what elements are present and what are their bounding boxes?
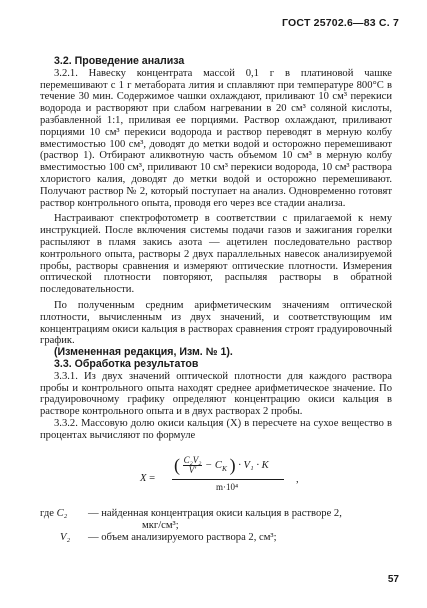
formula-fraction-bar [172,479,284,480]
definition-c2-unit: мкг/см³; [142,520,179,531]
definition-v2: V₂ — объем анализируемого раствора 2, см³; [60,532,277,543]
section-heading-3-2: 3.2. Проведение анализа [54,55,185,67]
paragraph-spectrophotometer: Настраивают спектрофотометр в соответствии с прилагаемой к нему инструкцией. После включения системы подачи газов и зажигания горелки распыляют в пламя закись азота — ацетилен последовательно раствор контрольного опыта, растворы 2 двух параллельных навесок анализируемой пробы, растворы сравнения и измеряют оптические плотности. Измерения оптической плотности повторяют, распыляя растворы в обратной последовательности. [40,213,392,296]
formula-lhs: X = [140,473,156,484]
paragraph-3-3-1: 3.3.1. Из двух значений оптической плотности для каждого раствора пробы и контрольного опыта находят среднее арифметическое значение. По градуировочному графику определяют концентрацию окиси кальция в растворе контрольного опыта и в двух растворах 2 пробы. [40,370,392,418]
definition-c2: где C₂ — найденная концентрация окиси кальция в растворе 2, [40,508,342,519]
amendment-note: (Измененная редакция, Изм. № 1). [54,346,233,359]
paragraph-3-2-1: 3.2.1. Навеску концентрата массой 0,1 г в платиновой чашке перемешивают с 1 г метабората лития и сплавляют при температуре 800°С в течение 30 мин. Содержимое чашки охлаждают, приливают 10 см³ перекиси водорода и растворяют при слабом нагревании в 20 см³ соляной кислоты, разбавленной 1:1, приливая ее порциями. Раствор охлаждают, приливают порциями 10 см³ перекиси водорода и раствор переводят в мерную колбу вместимостью 100 см³, доводят до метки водой и осторожно перемешивают (раствор 1). Отбирают аликвотную часть объемом 10 см³ в мерную колбу вместимостью 100 см³, приливают 10 см³ перекиси водорода, 10 см³ раствора хлористого калия, доводят до метки водой и осторожно перемешивают. Получают раствор № 2, который поступает на анализ. Одновременно готовят раствор контрольного опыта, проводя его через все стадии анализа. [40,67,392,209]
formula-numerator: ( $\frac{\text{C₂V₂}}{V'}$ − $C_K$ ) · V₁ · K [174,455,269,475]
paragraph-calibration-graph: По полученным средним арифметическим значениям оптической плотности, вычисленным из двух значений, и соответствующим им концентрациям окиси кальция в растворах сравнения строят градуировочный график. [40,299,392,347]
page-number: 57 [387,574,399,585]
formula-mass-fraction: X = ( $\frac{\text{C₂V₂}}{V'}$ − $C_K$ ) · V₁ · K m·10⁴ , [140,455,299,492]
formula-inner-fraction: $\frac{\text{C₂V₂}}{V'}$ [183,455,202,475]
page-header: ГОСТ 25702.6—83 С. 7 [282,17,399,29]
variable-definitions [40,508,392,544]
paragraph-3-3-2: 3.3.2. Массовую долю окиси кальция (X) в пересчете на сухое вещество в процентах вычисляют по формуле [40,417,392,441]
formula-denominator: m·10⁴ [216,482,239,492]
section-heading-3-3: 3.3. Обработка результатов [54,357,199,370]
document-body [40,56,392,442]
